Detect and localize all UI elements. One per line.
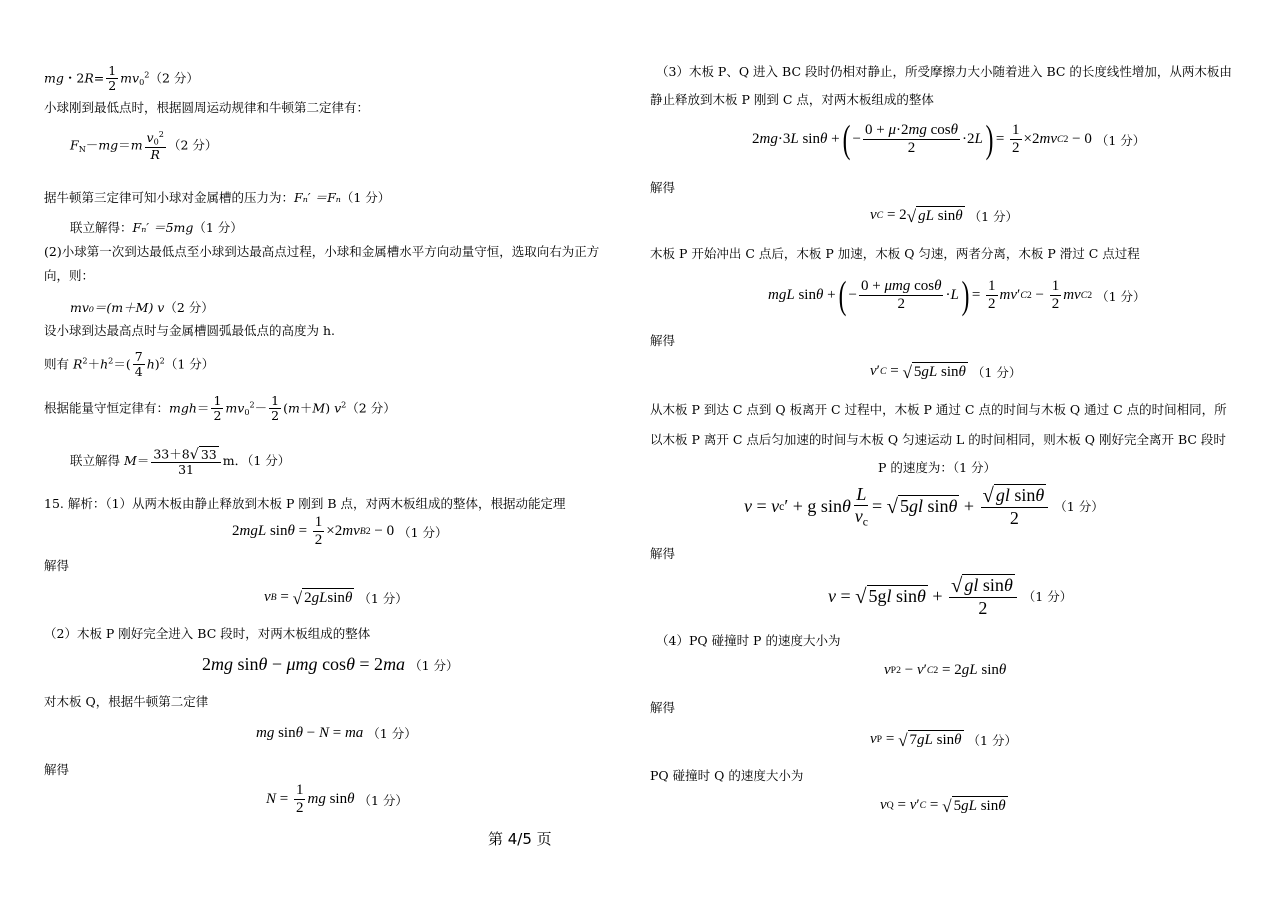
- eq-work-energy: 2 mgL sin θ = $\frac{1}{2}$ ×2 mv B 2 − 0 （1 分）: [232, 514, 448, 549]
- text-line: （4）PQ 碰撞时 P 的速度大小为: [656, 633, 841, 648]
- text-line: 解得: [650, 180, 676, 195]
- text-line: 解得: [44, 558, 70, 573]
- page-number: 第 4/5 页: [488, 830, 552, 848]
- eq-vq: v Q = v ′ C = √ 5gL sinθ: [880, 796, 1006, 816]
- text-line: 对木板 Q，根据牛顿第二定律: [44, 694, 209, 709]
- eq-conservation-line: 根据能量守恒定律有：mgh＝ $\frac{1}{2}$ $mv_0^2-$ $\frac{1}{2}$ (m＋M) $v^2(2$ 分）: [44, 393, 396, 424]
- eq-board-p-pass: mgL sin θ + ( − $\frac{\text{0 + μmg cosθ}}{2}$ · L ) = $\frac{1}{2}$ mv ′ C 2 − $\frac{1}{2}$ mv C 2 （1 分）: [768, 274, 1146, 317]
- eq-friction-work: 2 mg ·3 L sin θ + ( − $\frac{\text{0 + μ·2mg cosθ}}{2}$ ·2 L ) = $\frac{1}{2}$ ×2 mv C 2 − 0 （1 分）: [752, 118, 1146, 161]
- eq-newton-line: $F_N-mg=m$ $\frac{v_0^2}{R}$ （2 分）: [70, 129, 218, 162]
- text-line: 设小球到达最高点时与金属槽圆弧最低点的高度为 h.: [44, 323, 335, 338]
- text-line: 木板 P 开始冲出 C 点后，木板 P 加速，木板 Q 匀速，两者分离，木板 P 滑过 C 点过程: [650, 246, 1140, 261]
- text-line: 解得: [650, 546, 676, 561]
- text-line: 15. 解析：（1）从两木板由静止释放到木板 P 刚到 B 点，对两木板组成的整体，根据动能定理: [44, 496, 566, 511]
- eq-acceleration: 2 mg sin θ − μmg cos θ = 2 ma （1 分）: [202, 654, 459, 674]
- text-line: (2)小球第一次到达最低点至小球到达最高点过程，小球和金属槽水平方向动量守恒，选取向右为正方: [44, 244, 600, 259]
- text-line: 据牛顿第三定律可知小球对金属槽的压力为：Fₙ′ ＝Fₙ（1 分）: [44, 190, 391, 205]
- eq-vp: v P = √ 7gL sinθ （1 分）: [870, 730, 1017, 750]
- text-line: 联立解得：Fₙ′ ＝5mg（1 分）: [70, 220, 243, 235]
- text-line: （3）木板 P、Q 进入 BC 段时仍相对静止，所受摩擦力大小随着进入 BC 的长度线性增加，从两木板由: [656, 64, 1232, 79]
- eq-momentum-line: mv₀＝(m＋M) v（2 分）: [70, 300, 214, 315]
- eq-normal-force: N = $\frac{1}{2}$ mg sin θ （1 分）: [266, 782, 408, 817]
- text-line: 解得: [44, 762, 70, 777]
- text-line: （2）木板 P 刚好完全进入 BC 段时，对两木板组成的整体: [44, 626, 371, 641]
- eq-collision: v P 2 − v ′ C 2 = 2 gL sin θ: [884, 662, 1007, 678]
- eq-vc: v C = 2 √ gL sinθ （1 分）: [870, 206, 1019, 226]
- text-line: 解得: [650, 333, 676, 348]
- text-line: 从木板 P 到达 C 点到 Q 板离开 C 过程中，木板 P 通过 C 点的时间与木板 Q 通过 C 点的时间相同，所: [650, 402, 1227, 417]
- text-line: PQ 碰撞时 Q 的速度大小为: [650, 768, 804, 783]
- text-line: 以木板 P 离开 C 点后匀加速的时间与木板 Q 匀速运动 L 的时间相同，则木板 Q 刚好完全离开 BC 段时: [650, 432, 1226, 447]
- eq-geometry-line: 则有 $R^2+h^2=$( $\frac{7}{4}$ h)$^2$（1 分）: [44, 349, 215, 380]
- text-line: 解得: [650, 700, 676, 715]
- eq-velocity-p: v = v c ′ + g sin θ $\frac{L}{v_c}$ = √ 5gl sinθ + √ gl sinθ 2 （1 分）: [744, 484, 1104, 529]
- eq-result-line: 联立解得 M＝ 33＋8 √ 33 31 m．（1 分）: [70, 446, 291, 477]
- eq-velocity-result: v = √ 5gl sinθ + √ gl sinθ 2 （1 分）: [828, 574, 1073, 618]
- eq-energy-line: mg・2R= $\frac{1}{2}$ $mv_0^2(2$ 分）: [44, 63, 199, 94]
- text-line: 小球刚到最低点时，根据圆周运动规律和牛顿第二定律有：: [44, 100, 370, 115]
- text-line: P 的速度为：（1 分）: [878, 460, 997, 475]
- eq-board-q: mg sin θ − N = ma （1 分）: [256, 724, 417, 741]
- eq-vc-prime: v ′ C = √ 5gL sinθ （1 分）: [870, 362, 1022, 382]
- eq-vb: v B = √ 2gLsinθ （1 分）: [264, 588, 408, 608]
- text-line: 向，则：: [44, 268, 95, 283]
- text-line: 静止释放到木板 P 刚到 C 点，对两木板组成的整体: [650, 92, 934, 107]
